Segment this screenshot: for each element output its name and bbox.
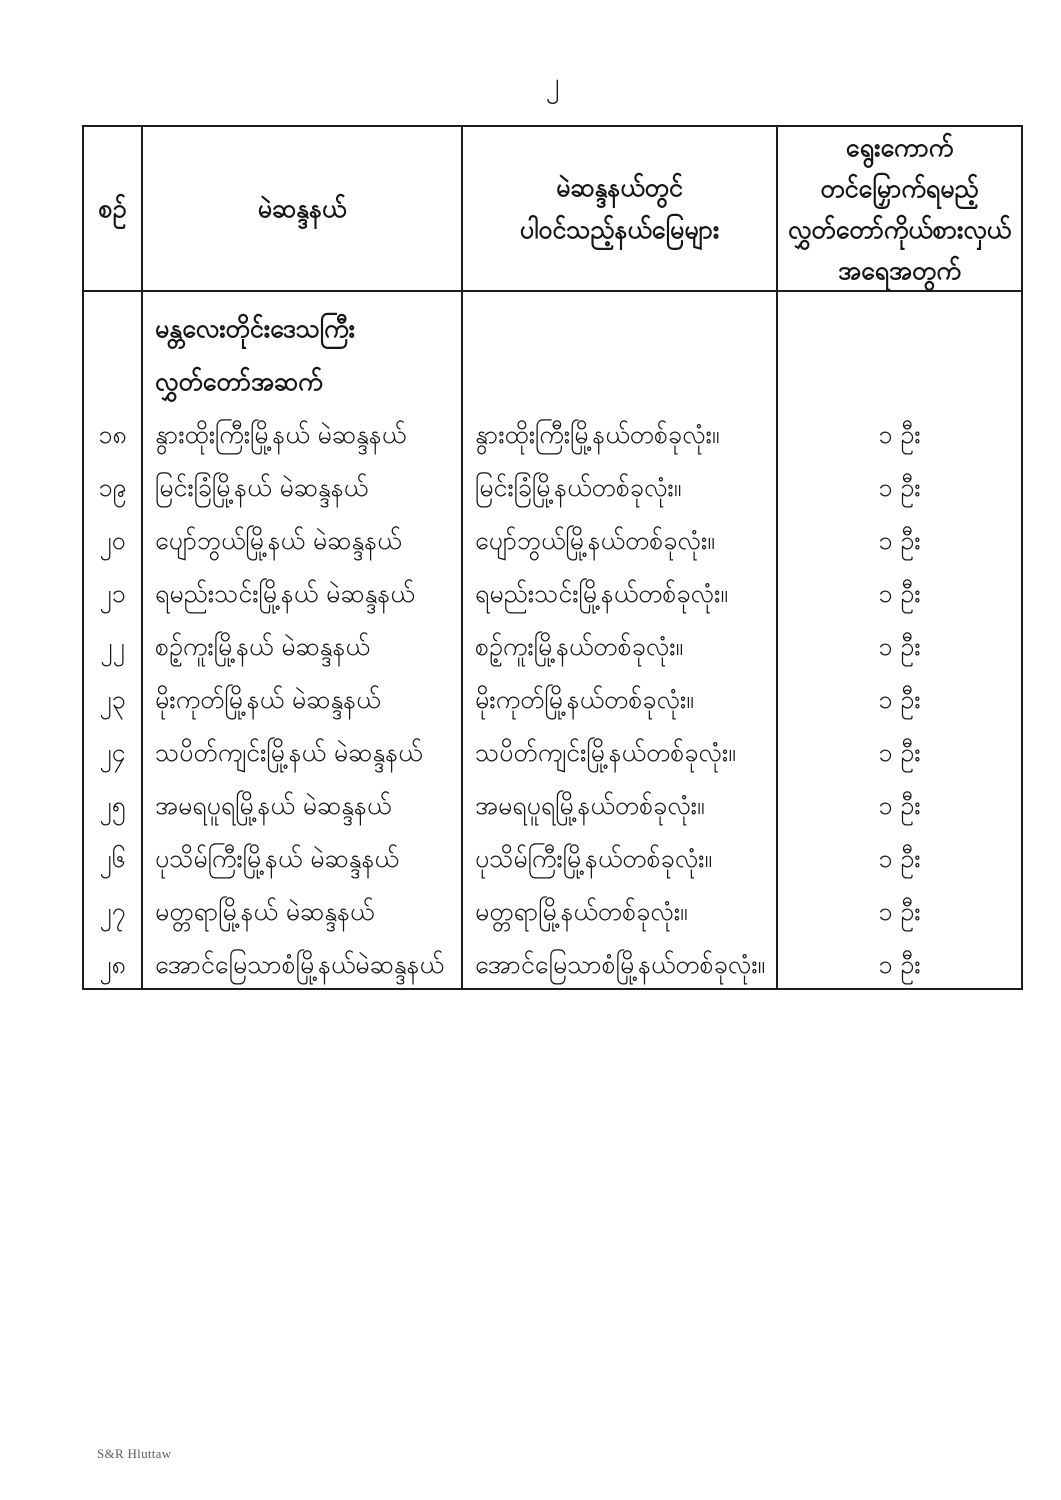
- row-constituency: စဉ့်ကူးမြို့နယ် မဲဆန္ဒနယ်: [155, 632, 370, 661]
- column-included-areas: [463, 292, 778, 988]
- row-number: ၂၇: [99, 897, 126, 926]
- row-number: ၂၀: [99, 526, 126, 555]
- row-constituency: ရမည်းသင်းမြို့နယ် မဲဆန္ဒနယ်: [155, 579, 415, 608]
- header-included-areas: [463, 127, 778, 292]
- row-areas: နွားထိုးကြီးမြို့နယ်တစ်ခုလုံး။: [475, 420, 720, 449]
- row-areas: မြင်းခြံမြို့နယ်တစ်ခုလုံး။: [475, 473, 682, 502]
- column-serial-numbers: [84, 292, 143, 988]
- header-serial-number: [84, 127, 143, 292]
- row-constituency: နွားထိုးကြီးမြို့နယ် မဲဆန္ဒနယ်: [155, 420, 407, 449]
- row-areas: အမရပူရမြို့နယ်တစ်ခုလုံး။: [475, 791, 705, 820]
- row-areas: ရမည်းသင်းမြို့နယ်တစ်ခုလုံး။: [475, 579, 728, 608]
- row-count: ၁ ဦး: [878, 844, 921, 873]
- constituency-table: [82, 125, 1023, 990]
- header-label: စဉ်: [98, 193, 127, 223]
- spacer: [778, 305, 1021, 411]
- row-number: ၂၂: [100, 632, 125, 661]
- row-count: ၁ ဦး: [878, 632, 921, 661]
- row-count: ၁ ဦး: [878, 685, 921, 714]
- row-constituency: အမရပူရမြို့နယ် မဲဆန္ဒနယ်: [155, 791, 392, 820]
- row-constituency: မိုးကုတ်မြို့နယ် မဲဆန္ဒနယ်: [155, 685, 381, 714]
- row-areas: အောင်မြေသာစံမြို့နယ်တစ်ခုလုံး။: [475, 950, 766, 979]
- row-areas: သပိတ်ကျင်းမြို့နယ်တစ်ခုလုံး။: [475, 738, 736, 767]
- header-label-line: တင်မြှောက်ရမည့်: [820, 173, 979, 203]
- column-constituencies: [143, 292, 463, 988]
- row-count: ၁ ဦး: [878, 526, 921, 555]
- row-count: ၁ ဦး: [878, 420, 921, 449]
- row-count: ၁ ဦး: [878, 738, 921, 767]
- header-label-line: လွှတ်တော်ကိုယ်စားလှယ်: [787, 214, 1012, 244]
- row-constituency: မြင်းခြံမြို့နယ် မဲဆန္ဒနယ်: [155, 473, 369, 502]
- row-number: ၂၆: [99, 844, 126, 873]
- column-representative-counts: [778, 292, 1021, 988]
- row-number: ၁၉: [98, 473, 127, 502]
- section-title-line: လွှတ်တော်အဆက်: [155, 367, 323, 396]
- header-label: မဲဆန္ဒနယ်: [257, 193, 347, 223]
- header-label-line: ရွေးကောက်: [845, 132, 954, 162]
- row-number: ၂၄: [99, 738, 126, 767]
- footer-watermark: S&R Hluttaw: [97, 1446, 172, 1461]
- row-areas: မတ္တရာမြို့နယ်တစ်ခုလုံး။: [475, 897, 688, 926]
- row-constituency: မတ္တရာမြို့နယ် မဲဆန္ဒနယ်: [155, 897, 375, 926]
- row-number: ၁၈: [98, 420, 127, 449]
- row-count: ၁ ဦး: [878, 950, 921, 979]
- row-count: ၁ ဦး: [878, 473, 921, 502]
- row-constituency: ပုသိမ်ကြီးမြို့နယ် မဲဆန္ဒနယ်: [155, 844, 399, 873]
- page-number: ၂: [545, 66, 560, 99]
- row-areas: ပုသိမ်ကြီးမြို့နယ်တစ်ခုလုံး။: [475, 844, 713, 873]
- row-areas: စဉ့်ကူးမြို့နယ်တစ်ခုလုံး။: [475, 632, 684, 661]
- row-count: ၁ ဦး: [878, 897, 921, 926]
- row-number: ၂၁: [99, 579, 126, 608]
- header-label-line: ပါဝင်သည့်နယ်မြေများ: [519, 214, 720, 244]
- row-number: ၂၃: [99, 685, 126, 714]
- header-label-line: မဲဆန္ဒနယ်တွင်: [556, 172, 683, 202]
- row-constituency: ပျော်ဘွယ်မြို့နယ် မဲဆန္ဒနယ်: [155, 526, 402, 555]
- header-label-line: အရေအတွက်: [838, 255, 961, 285]
- row-number: ၂၅: [99, 791, 126, 820]
- row-areas: မိုးကုတ်မြို့နယ်တစ်ခုလုံး။: [475, 685, 694, 714]
- spacer: [475, 305, 776, 411]
- row-count: ၁ ဦး: [878, 791, 921, 820]
- spacer: [84, 305, 141, 411]
- row-constituency: သပိတ်ကျင်းမြို့နယ် မဲဆန္ဒနယ်: [155, 738, 423, 767]
- row-areas: ပျော်ဘွယ်မြို့နယ်တစ်ခုလုံး။: [475, 526, 715, 555]
- header-representative-count: [778, 127, 1021, 292]
- section-title-line: မန္တလေးတိုင်းဒေသကြီး: [155, 314, 355, 343]
- header-constituency: [143, 127, 463, 292]
- row-constituency: အောင်မြေသာစံမြို့နယ်မဲဆန္ဒနယ်: [155, 950, 444, 979]
- row-count: ၁ ဦး: [878, 579, 921, 608]
- row-number: ၂၈: [99, 950, 126, 979]
